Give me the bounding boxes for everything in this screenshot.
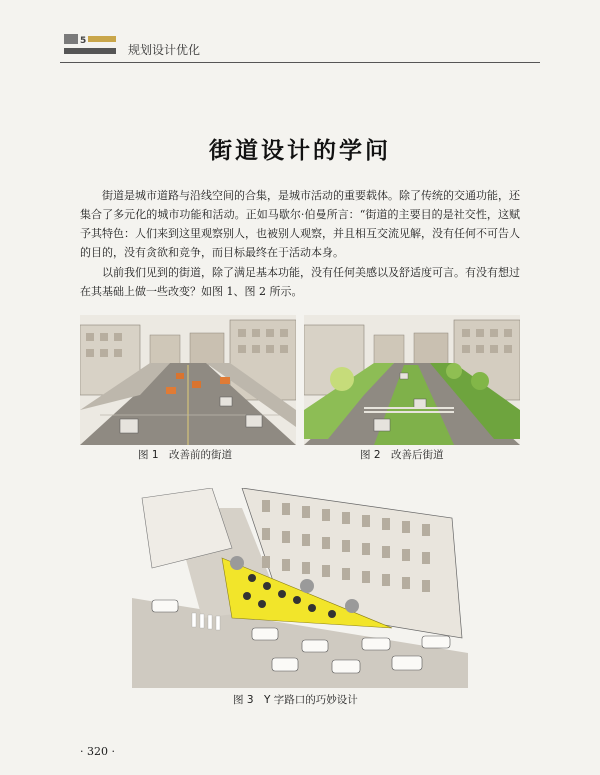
figure-street-before	[80, 315, 296, 445]
section-title: 规划设计优化	[128, 43, 201, 57]
paragraph-1: 街道是城市道路与沿线空间的合集，是城市活动的重要载体。除了传统的交通功能，还集合了多元化的城市功能和活动。正如马歇尔·伯曼所言：“街道的主要目的是社交性，这赋予其特色：人们来到这里观察别人，也被别人观察，并且相互交流见解，没有任何不可告人的目的，没有贪欲和竞争，而目标最终在于活动本身。	[80, 189, 520, 259]
figure-y-intersection	[132, 488, 468, 688]
publisher-logo	[62, 32, 120, 58]
svg-text:5: 5	[80, 36, 87, 46]
figure-3-caption: 图 3 Y 字路口的巧妙设计	[233, 694, 358, 706]
figure-street-after	[304, 315, 520, 445]
header-divider	[60, 62, 540, 63]
figure-2-caption: 图 2 改善后街道	[360, 449, 444, 461]
article-title: 街道设计的学问	[209, 138, 391, 164]
paragraph-2: 以前我们见到的街道，除了满足基本功能，没有任何美感以及舒适度可言。有没有想过在其基础上做一些改变？如图 1、图 2 所示。	[80, 266, 520, 298]
figure-1-caption: 图 1 改善前的街道	[138, 449, 233, 461]
article-body	[80, 186, 520, 302]
page-number: · 320 ·	[80, 745, 115, 758]
